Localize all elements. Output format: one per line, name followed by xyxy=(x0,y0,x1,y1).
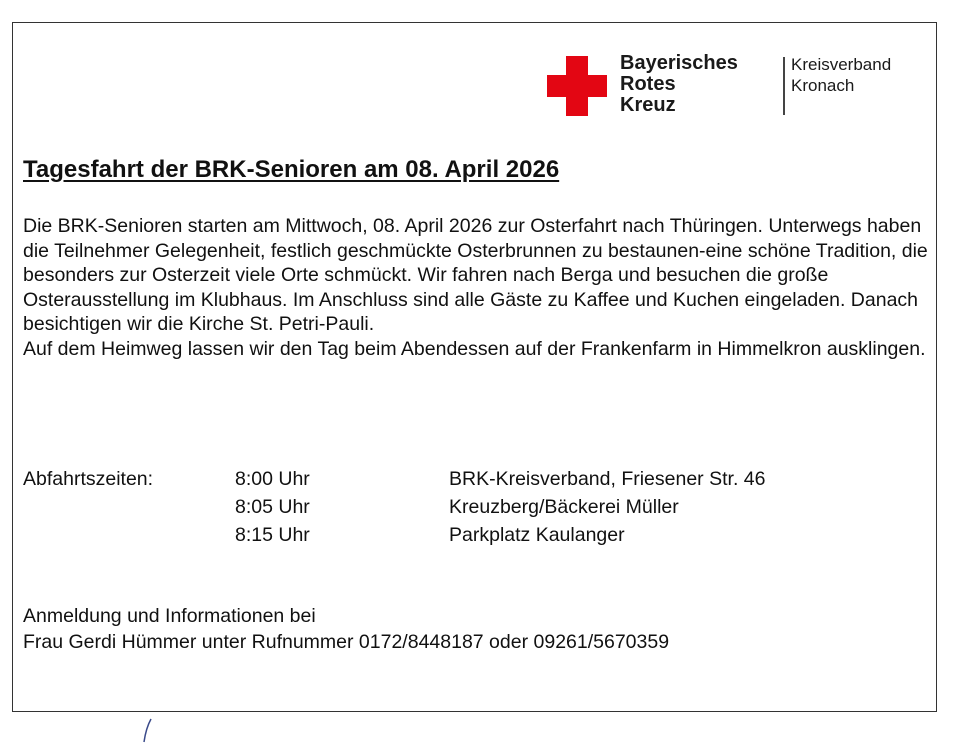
departure-row xyxy=(23,522,903,550)
body-paragraph: Die BRK-Senioren starten am Mittwoch, 08. April 2026 zur Osterfahrt nach Thüringen. Unterwegs haben die Teilnehmer Gelegenheit, festlich geschmückte Osterbrunnen zu bestaunen-eine schöne Tradition, die besonders zur Osterzeit viele Orte schmückt. Wir fahren nach Berga und besuchen die große Osterausstellung im Klubhaus. Im Anschluss sind alle Gäste zu Kaffee und Kuchen eingeladen. Danach besichtigen wir die Kirche St. Petri-Pauli. xyxy=(23,215,928,335)
contact-line: Frau Gerdi Hümmer unter Rufnummer 0172/8448187 oder 09261/5670359 xyxy=(23,631,670,653)
departure-place: Kreuzberg/Bäckerei Müller xyxy=(449,496,679,518)
departure-time: 8:00 Uhr xyxy=(235,468,310,490)
org-name-line: Bayerisches xyxy=(620,52,738,74)
departure-row xyxy=(23,466,903,494)
contact-info xyxy=(23,603,669,655)
org-name xyxy=(620,53,770,116)
departure-place: BRK-Kreisverband, Friesener Str. 46 xyxy=(449,468,766,490)
document-title: Tagesfahrt der BRK-Senioren am 08. April 2026 xyxy=(23,156,560,183)
departure-place: Parkplatz Kaulanger xyxy=(449,524,625,546)
departures-label: Abfahrtszeiten: xyxy=(23,468,154,490)
body-paragraph: Auf dem Heimweg lassen wir den Tag beim Abendessen auf der Frankenfarm in Himmelkron ausklingen. xyxy=(23,337,926,360)
org-name-line: Kreuz xyxy=(620,94,676,116)
departure-time: 8:05 Uhr xyxy=(235,496,310,518)
org-name-line: Rotes xyxy=(620,73,676,95)
region-line: Kronach xyxy=(791,76,855,95)
region-name xyxy=(791,54,931,96)
flyer-document xyxy=(12,22,937,712)
logo-divider xyxy=(783,57,785,115)
departure-time: 8:15 Uhr xyxy=(235,524,310,546)
contact-line: Anmeldung und Informationen bei xyxy=(23,605,316,627)
departure-row xyxy=(23,494,903,522)
body-text xyxy=(23,214,928,361)
pen-stroke-mark xyxy=(135,718,155,743)
red-cross-icon xyxy=(547,56,607,116)
region-line: Kreisverband xyxy=(791,55,892,74)
